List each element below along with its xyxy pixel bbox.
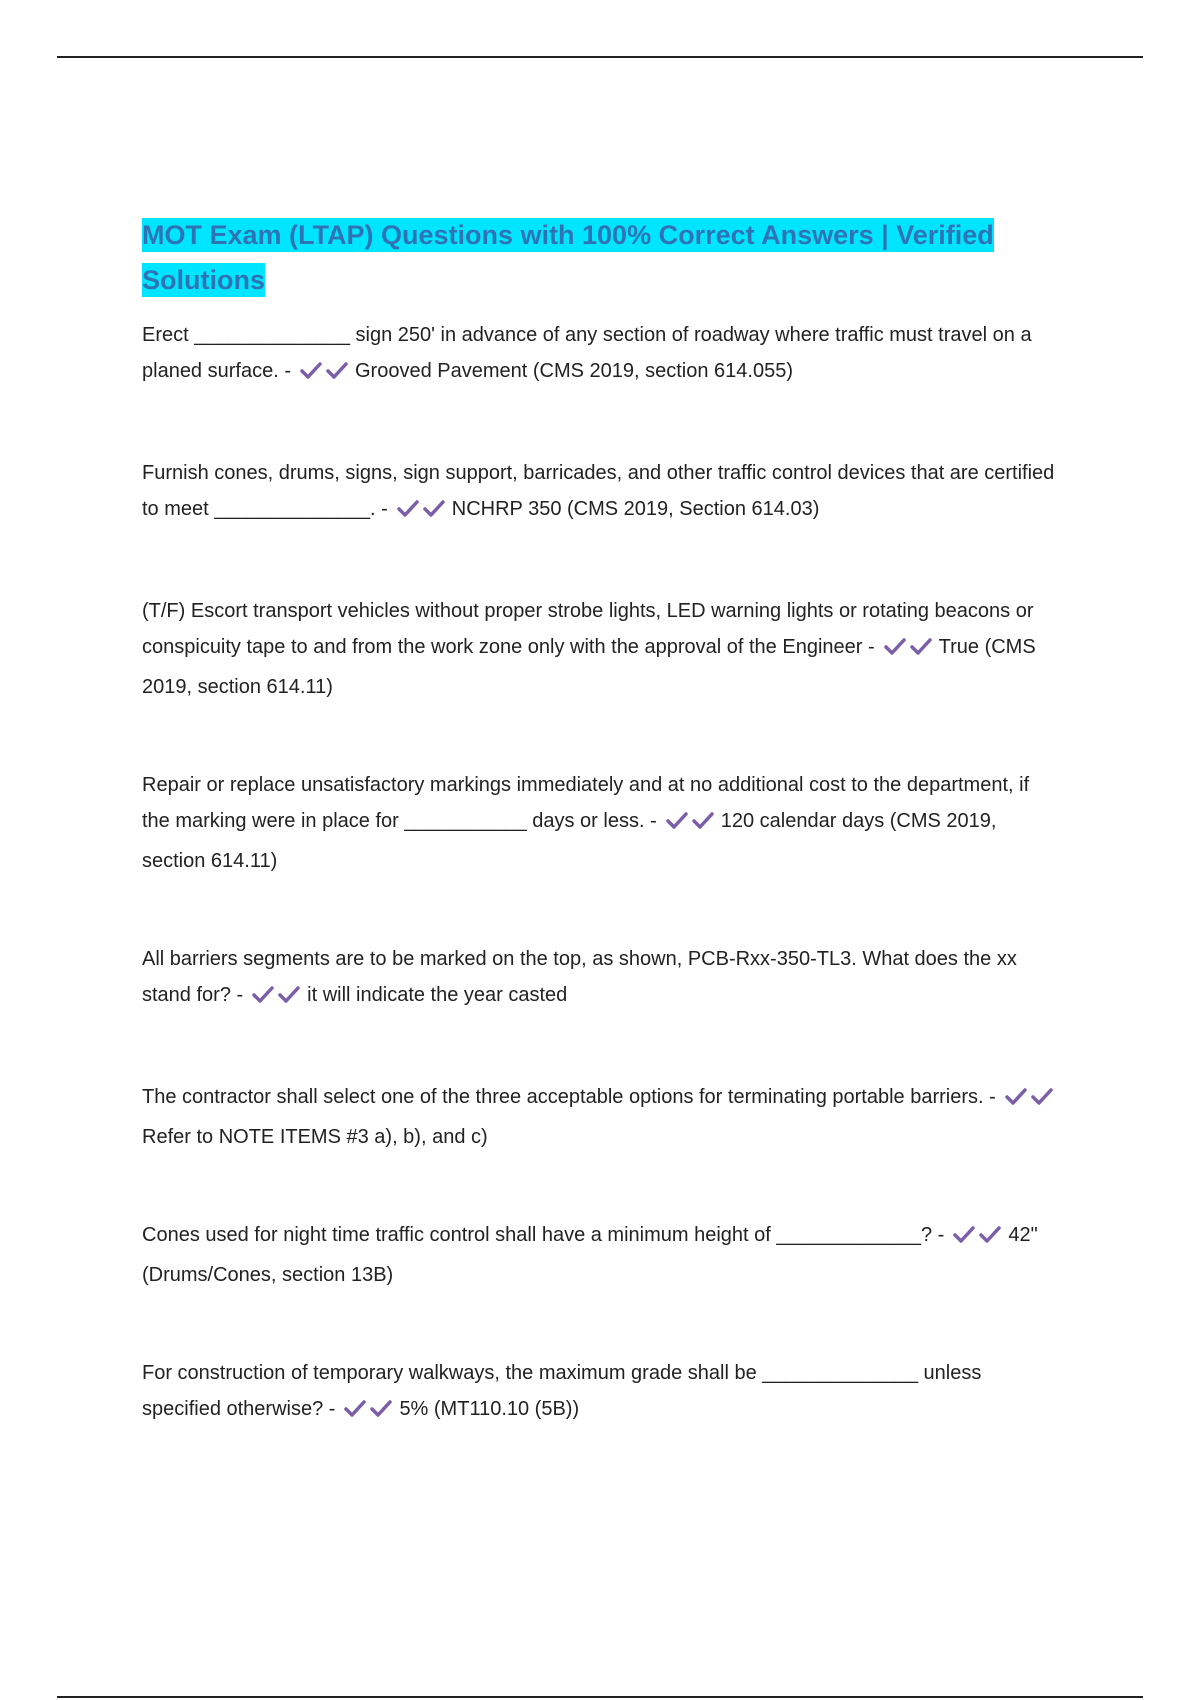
qa-item: [142, 317, 1062, 393]
qa-item: [142, 593, 1062, 705]
question-text: Cones used for night time traffic control shall have a minimum height of _____________? -: [142, 1224, 945, 1246]
qa-item: [142, 767, 1062, 879]
double-check-icon: [883, 633, 935, 669]
question-text: Furnish cones, drums, signs, sign support, barricades, and other traffic control devices that are certified to meet ______________. -: [142, 462, 1055, 520]
qa-item: [142, 941, 1062, 1017]
answer-text: NCHRP 350 (CMS 2019, Section 614.03): [451, 498, 820, 520]
answer-text: 120 calendar days (CMS 2019, section 614.11): [142, 810, 997, 872]
double-check-icon: [251, 981, 303, 1017]
qa-item: [142, 1355, 1062, 1431]
double-check-icon: [299, 357, 351, 393]
document-title: [142, 213, 1062, 303]
double-check-icon: [1004, 1083, 1056, 1119]
document-body: [142, 213, 1062, 1431]
answer-text: 42" (Drums/Cones, section 13B): [142, 1224, 1038, 1286]
answer-text: it will indicate the year casted: [307, 984, 568, 1006]
question-text: The contractor shall select one of the three acceptable options for terminating portable barriers. -: [142, 1086, 996, 1108]
top-rule: [57, 56, 1143, 58]
question-text: Erect ______________ sign 250' in advance of any section of roadway where traffic must travel on a planed surface. -: [142, 324, 1032, 382]
double-check-icon: [952, 1221, 1004, 1257]
title-highlight: MOT Exam (LTAP) Questions with 100% Correct Answers | Verified Solutions: [142, 220, 994, 295]
double-check-icon: [665, 807, 717, 843]
answer-text: Refer to NOTE ITEMS #3 a), b), and c): [142, 1126, 488, 1148]
answer-text: Grooved Pavement (CMS 2019, section 614.055): [354, 360, 794, 382]
qa-item: [142, 1079, 1062, 1155]
question-text: All barriers segments are to be marked on the top, as shown, PCB-Rxx-350-TL3. What does the xx stand for? -: [142, 948, 1017, 1006]
double-check-icon: [343, 1395, 395, 1431]
question-text: (T/F) Escort transport vehicles without proper strobe lights, LED warning lights or rotating beacons or conspicuity tape to and from the work zone only with the approval of the Engineer -: [142, 600, 1034, 658]
qa-item: [142, 1217, 1062, 1293]
question-text: For construction of temporary walkways, the maximum grade shall be ______________ unless specified otherwise? -: [142, 1362, 982, 1420]
question-text: Repair or replace unsatisfactory markings immediately and at no additional cost to the department, if the marking were in place for ___________ days or less. -: [142, 774, 1030, 832]
answer-text: 5% (MT110.10 (5B)): [399, 1398, 580, 1420]
qa-item: [142, 455, 1062, 531]
answer-text: True (CMS 2019, section 614.11): [142, 636, 1036, 698]
double-check-icon: [396, 495, 448, 531]
bottom-rule: [57, 1696, 1143, 1698]
